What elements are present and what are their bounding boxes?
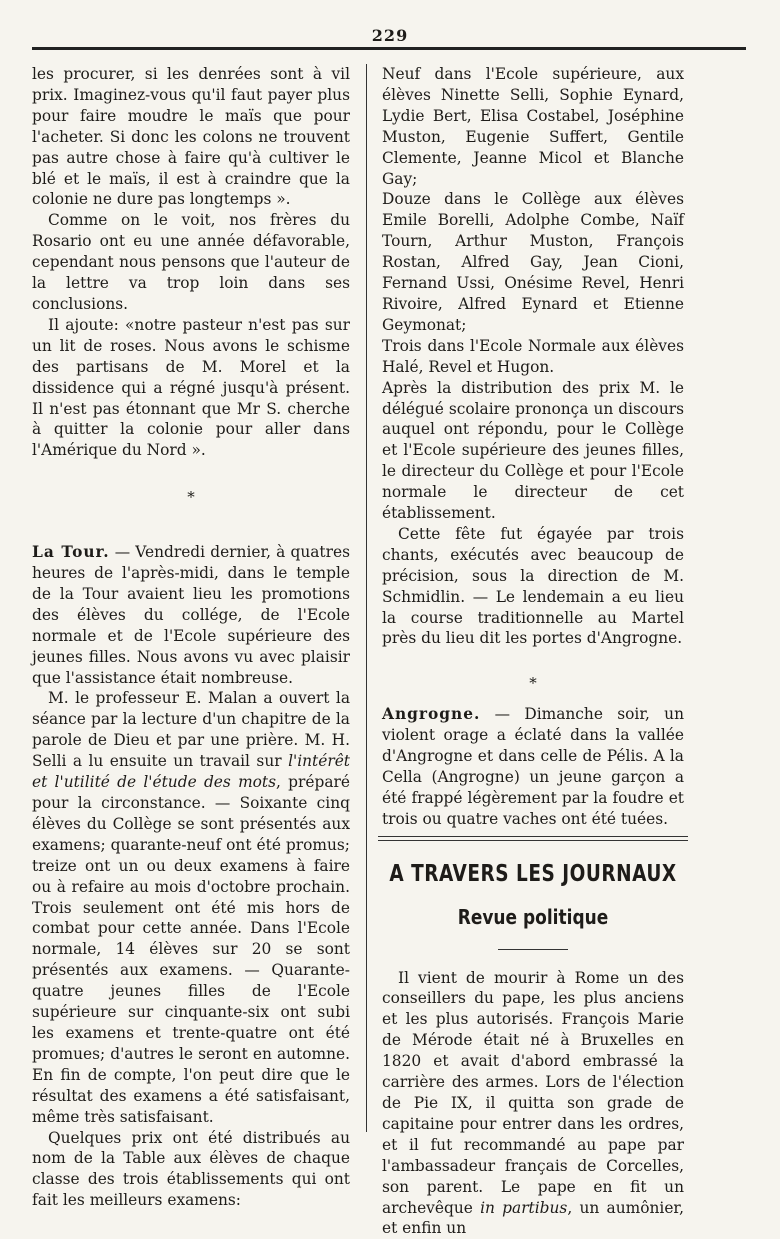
paragraph: Trois dans l'Ecole Normale aux élèves Halé, Revel et Hugon. bbox=[382, 336, 684, 376]
section-rule bbox=[378, 836, 688, 841]
paragraph bbox=[382, 968, 684, 1239]
column-divider bbox=[366, 64, 367, 1132]
page-number: 229 bbox=[371, 26, 409, 45]
paragraph: Quelques prix ont été distribués au nom de la Table aux élèves de chaque classe des trois établissements qui ont fait les meilleurs examens: bbox=[32, 1128, 350, 1210]
paragraph: Douze dans le Collège aux élèves Emile Borelli, Adolphe Combe, Naïf Tourn, Arthur Muston, François Rostan, Alfred Gay, Jean Cioni, Fernand Ussi, Onésime Revel, Henri Rivoire, Alfred Eynard et Etienne Geymonat; bbox=[382, 190, 684, 334]
paragraph: Comme on le voit, nos frères du Rosario ont eu une année défavorable, cependant nous pensons que l'auteur de la lettre va trop loin dans ses conclusions. bbox=[32, 211, 350, 313]
heading-angrogne: Angrogne. bbox=[382, 705, 481, 724]
italic-text: in partibus bbox=[480, 1198, 568, 1217]
paragraph-angrogne bbox=[382, 704, 684, 829]
text: Il vient de mourir à Rome un des conseillers du pape, les plus anciens et les plus autorisés. François Marie de Mérode était né à Bruxelles en 1820 et avait d'abord embrassé la carrière des armes. Lors de l'élection de Pie IX, il quitta son grade de capitaine pour entrer dans les ordres, et il fut recommandé au pape par l'ambassadeur français de Corcelles, son parent. Le pape en fit un archevêque bbox=[382, 968, 684, 1217]
paragraph: Après la distribution des prix M. le délégué scolaire prononça un discours auquel ont répondu, pour le Collège et l'Ecole supérieure des jeunes filles, le directeur du Collège et pour l'Ecole normale le directeur de cet établissement. bbox=[382, 378, 684, 523]
paragraph bbox=[32, 688, 350, 1127]
paragraph-la-tour bbox=[32, 542, 350, 688]
paragraph: Cette fête fut égayée par trois chants, exécutés avec beaucoup de précision, sous la direction de M. Schmidlin. — Le lendemain a eu lieu la course traditionnelle au Martel près du lieu dit les portes d'Angrogne. bbox=[382, 524, 684, 648]
italic-text: l'intérêt et l'utilité de l'étude des mots bbox=[32, 752, 350, 792]
text: , un aumônier, et enfin un bbox=[382, 1198, 684, 1238]
text: M. le professeur E. Malan a ouvert la séance par la lecture d'un chapitre de la parole de Dieu et par une prière. M. H. Selli a lu ensuite un travail sur bbox=[32, 689, 350, 771]
section-subtitle: Revue politique bbox=[457, 905, 609, 930]
section-title: A TRAVERS LES JOURNAUX bbox=[389, 860, 677, 888]
text: , préparé pour la circonstance. — Soixante cinq élèves du Collège se sont présentés aux examens; quarante-neuf ont été promus; treize ont un ou deux examens à faire ou à refaire au mois d'octobre prochain. Trois seulement ont été mis hors de combat pour cette année. Dans l'Ecole normale, 14 élèves sur 20 se sont présentés aux examens. — Quarante-quatre jeunes filles de l'Ecole supérieure sur cinquante-six ont subi les examens et trente-quatre ont été promues; d'autres le seront en automne. En fin de compte, l'on peut dire que le résultat des examens a été satisfaisant, même très satisfaisant. bbox=[32, 773, 350, 1126]
text: — Vendredi dernier, à quatres heures de l'après-midi, dans le temple de la Tour avaient lieu les promotions des élèves du collége, de l'Ecole normale et de l'Ecole supérieure des jeunes filles. Nous avons vu avec plaisir que l'assistance était nombreuse. bbox=[32, 543, 350, 687]
header-rule bbox=[32, 47, 746, 50]
paragraph: les procurer, si les denrées sont à vil prix. Imaginez-vous qu'il faut payer plus pour faire moudre le maïs que pour l'acheter. Si donc les colons ne trouvent pas autre chose à faire qu'à cultiver le blé et le maïs, il est à craindre que la colonie ne dure pas longtemps ». bbox=[32, 65, 350, 209]
paragraph: Neuf dans l'Ecole supérieure, aux élèves Ninette Selli, Sophie Eynard, Lydie Bert, Elisa Costabel, Joséphine Muston, Eugenie Suffert, Gentile Clemente, Jeanne Micol et Blanche Gay; bbox=[382, 65, 684, 188]
text: — Dimanche soir, un violent orage a éclaté dans la vallée d'Angrogne et dans celle de Pélis. A la Cella (Angrogne) un jeune garçon a été frappé légèrement par la foudre et trois ou quatre vaches ont été tuées. bbox=[382, 705, 684, 828]
right-column bbox=[382, 64, 684, 1239]
short-rule bbox=[498, 949, 568, 950]
left-column bbox=[32, 64, 350, 1211]
paragraph: Il ajoute: «notre pasteur n'est pas sur un lit de roses. Nous avons le schisme des partisans de M. Morel et la dissidence qui a régné jusqu'à présent. Il n'est pas étonnant que Mr S. cherche à quitter la colonie pour aller dans l'Amérique du Nord ». bbox=[32, 315, 350, 460]
section-separator: * bbox=[529, 674, 537, 693]
section-separator: * bbox=[187, 488, 195, 507]
heading-la-tour: La Tour. bbox=[32, 543, 110, 562]
